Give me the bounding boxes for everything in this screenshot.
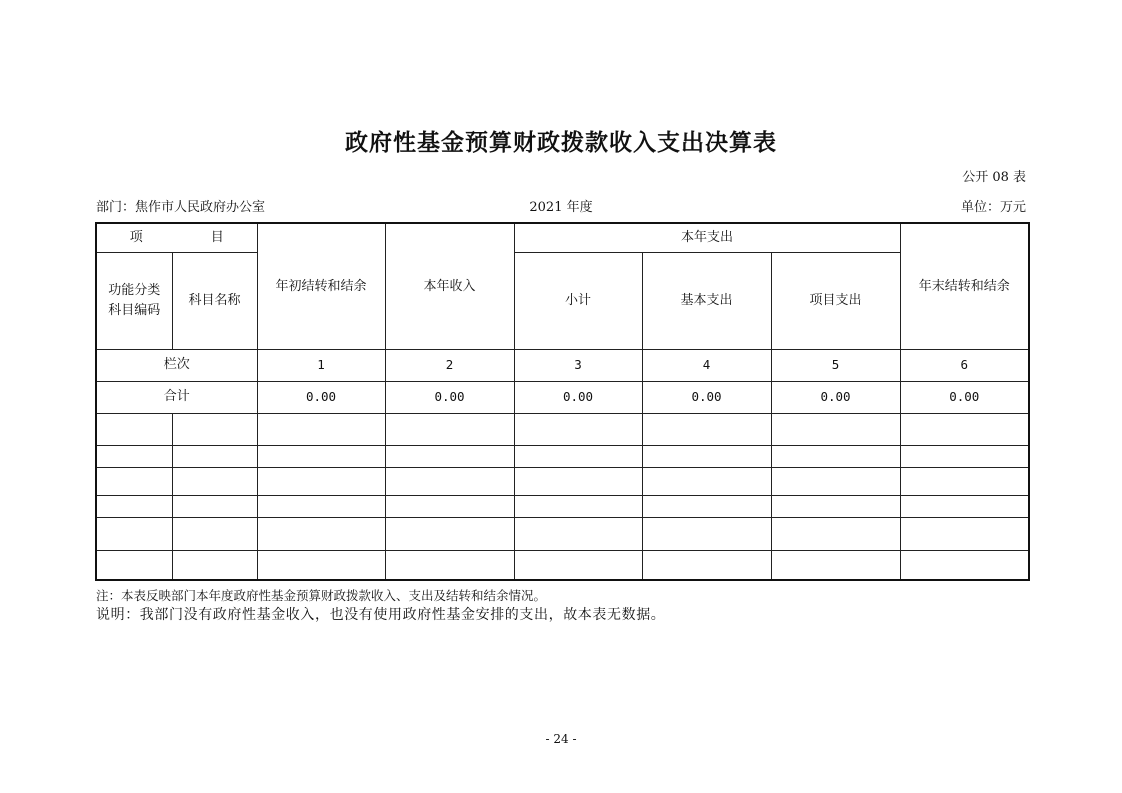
empty-row: [96, 550, 1029, 580]
empty-cell: [96, 467, 172, 495]
empty-cell: [900, 445, 1029, 467]
empty-row: [96, 467, 1029, 495]
row-column-index: [96, 349, 1029, 381]
empty-cell: [514, 467, 642, 495]
total-cell: 0.00: [385, 381, 514, 413]
empty-cell: [900, 517, 1029, 550]
empty-cell: [514, 517, 642, 550]
empty-cell: [771, 445, 900, 467]
empty-cell: [172, 517, 257, 550]
empty-cell: [96, 517, 172, 550]
header-opening-balance: 年初结转和结余: [257, 223, 385, 349]
empty-cell: [96, 550, 172, 580]
empty-cell: [771, 467, 900, 495]
empty-cell: [172, 413, 257, 445]
empty-cell: [385, 517, 514, 550]
header-subject-name: 科目名称: [172, 252, 257, 349]
empty-cell: [514, 445, 642, 467]
row-total: [96, 381, 1029, 413]
header-subtotal: 小计: [514, 252, 642, 349]
empty-cell: [385, 550, 514, 580]
empty-cell: [172, 445, 257, 467]
empty-cell: [172, 495, 257, 517]
empty-cell: [642, 495, 771, 517]
empty-row: [96, 517, 1029, 550]
page-number: - 24 -: [545, 732, 577, 746]
empty-cell: [771, 413, 900, 445]
fiscal-year: 2021 年度: [529, 200, 593, 215]
empty-cell: [257, 517, 385, 550]
department-label: 部门：焦作市人民政府办公室: [96, 200, 266, 215]
empty-cell: [385, 445, 514, 467]
empty-cell: [257, 445, 385, 467]
header-function-code: 功能分类 科目编码: [96, 252, 172, 349]
empty-cell: [771, 550, 900, 580]
empty-cell: [771, 495, 900, 517]
index-cell: 6: [900, 349, 1029, 381]
empty-cell: [172, 467, 257, 495]
empty-cell: [514, 495, 642, 517]
fund-budget-table: [95, 222, 1030, 581]
header-current-income: 本年收入: [385, 223, 514, 349]
total-cell: 0.00: [642, 381, 771, 413]
form-number: 公开 08 表: [962, 170, 1026, 185]
total-cell: 0.00: [514, 381, 642, 413]
empty-cell: [642, 550, 771, 580]
empty-cell: [257, 413, 385, 445]
empty-cell: [385, 495, 514, 517]
header-basic-expense: 基本支出: [642, 252, 771, 349]
empty-row: [96, 495, 1029, 517]
row-total-label: 合计: [96, 381, 257, 413]
empty-cell: [514, 550, 642, 580]
header-current-expense: 本年支出: [514, 223, 900, 252]
table-explanation: 说明：我部门没有政府性基金收入，也没有使用政府性基金安排的支出，故本表无数据。: [96, 607, 666, 623]
table-note: 注：本表反映部门本年度政府性基金预算财政拨款收入、支出及结转和结余情况。: [96, 588, 547, 603]
empty-cell: [96, 445, 172, 467]
total-cell: 0.00: [900, 381, 1029, 413]
header-closing-balance: 年末结转和结余: [900, 223, 1029, 349]
page-title: 政府性基金预算财政拨款收入支出决算表: [345, 130, 777, 156]
empty-cell: [900, 550, 1029, 580]
empty-cell: [385, 467, 514, 495]
index-cell: 5: [771, 349, 900, 381]
empty-cell: [96, 495, 172, 517]
row-index-label: 栏次: [96, 349, 257, 381]
empty-cell: [642, 517, 771, 550]
empty-row: [96, 413, 1029, 445]
empty-cell: [642, 467, 771, 495]
empty-cell: [172, 550, 257, 580]
empty-cell: [900, 467, 1029, 495]
index-cell: 1: [257, 349, 385, 381]
empty-cell: [257, 467, 385, 495]
item-header: 项 目: [96, 223, 257, 252]
index-cell: 3: [514, 349, 642, 381]
total-cell: 0.00: [257, 381, 385, 413]
header-project-expense: 项目支出: [771, 252, 900, 349]
empty-cell: [900, 413, 1029, 445]
empty-cell: [96, 413, 172, 445]
empty-cell: [514, 413, 642, 445]
total-cell: 0.00: [771, 381, 900, 413]
unit-label: 单位：万元: [960, 200, 1026, 215]
index-cell: 4: [642, 349, 771, 381]
empty-cell: [257, 550, 385, 580]
empty-cell: [385, 413, 514, 445]
empty-cell: [642, 445, 771, 467]
empty-row: [96, 445, 1029, 467]
empty-cell: [900, 495, 1029, 517]
empty-cell: [257, 495, 385, 517]
empty-cell: [771, 517, 900, 550]
empty-cell: [642, 413, 771, 445]
index-cell: 2: [385, 349, 514, 381]
